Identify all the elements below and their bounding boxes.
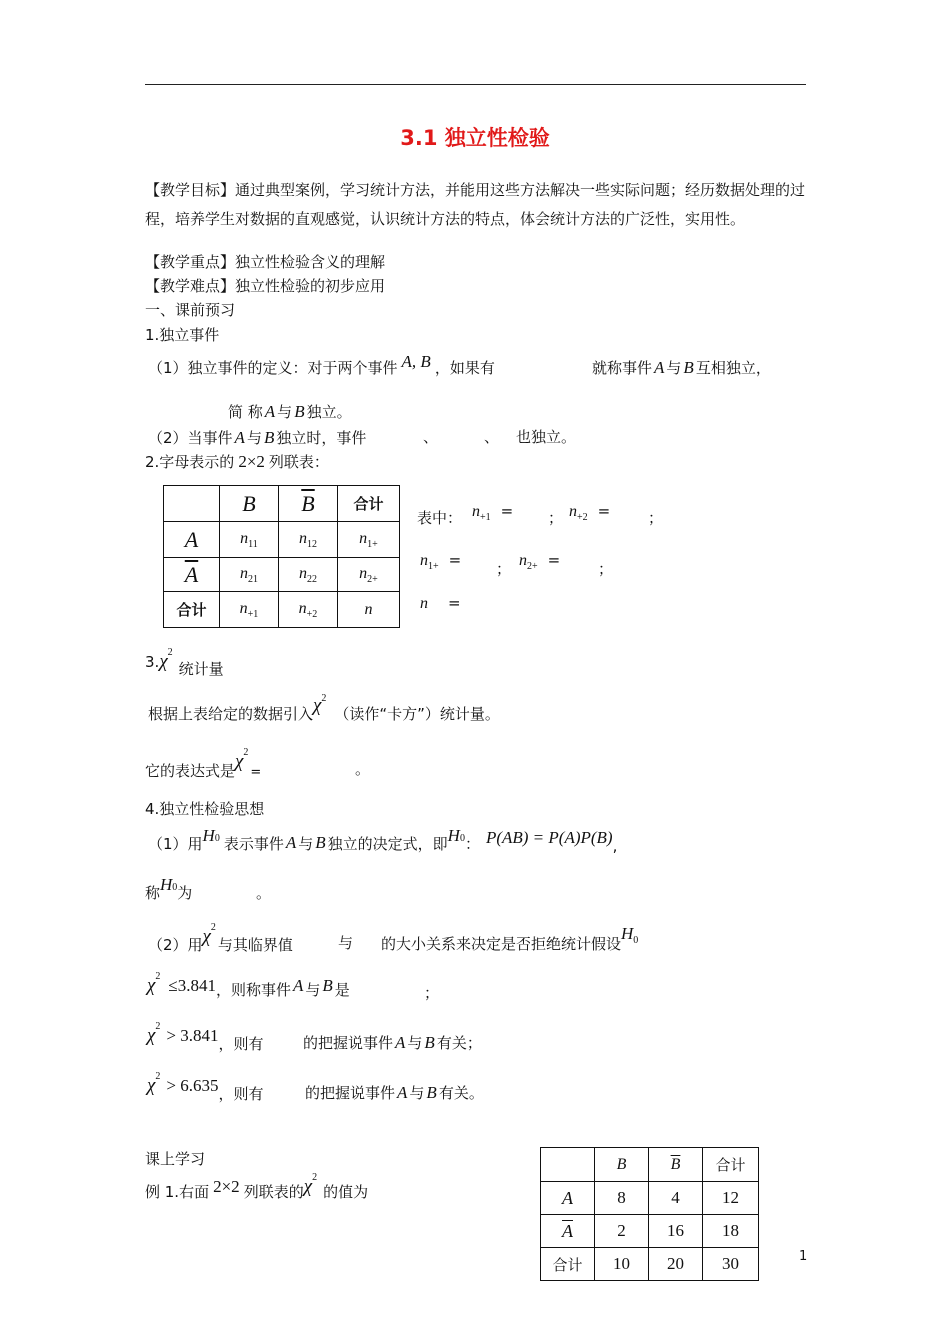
col-header-b: B xyxy=(616,1156,627,1173)
note-n-2plus: $n_{2+}$ = xyxy=(519,551,561,572)
independent-complement-line: （2）当事件 A 与 B 独立时，事件 xyxy=(148,428,367,447)
note-n-plus2: $n_{+2}$ = xyxy=(569,502,611,523)
row-header-a: A xyxy=(562,1187,573,1208)
sep-2: 、 xyxy=(484,428,500,446)
table-row: $\overline{A}$ $n_{21}$ $n_{22}$ $n_{2+}$ xyxy=(164,558,400,592)
table-row: 合计 10 20 30 xyxy=(541,1248,759,1281)
tail-text: 也独立。 xyxy=(516,428,577,446)
note-n-plus1: $n_{+1}$ = xyxy=(472,502,514,523)
definition-short: 简 称 A 与 B 独立。 xyxy=(228,402,352,421)
table-corner xyxy=(164,486,220,522)
section-preview: 一、课前预习 xyxy=(145,301,236,319)
condition-2-tail: 的把握说事件 A 与 B 有关； xyxy=(303,1033,482,1052)
table-notes-label: 表中： xyxy=(417,509,463,527)
page-number: 1 xyxy=(799,1249,808,1264)
note-n-1plus: $n_{1+}$ = xyxy=(420,551,462,572)
note-n-total: n = xyxy=(420,594,461,612)
col-header-total: 合计 xyxy=(353,495,384,513)
item-test-idea: 4.独立性检验思想 xyxy=(145,800,265,818)
item-independent-events: 1.独立事件 xyxy=(145,326,220,344)
col-header-total: 合计 xyxy=(715,1156,746,1174)
condition-3: $\chi^2 > 6.635$，则有 xyxy=(147,1071,264,1103)
semi: ； xyxy=(648,509,664,527)
col-header-not-b: $\overline{B}$ xyxy=(301,490,315,516)
contingency-table-symbolic xyxy=(163,485,400,628)
table-row: A 8 4 12 xyxy=(541,1182,759,1215)
semi: ； xyxy=(548,509,564,527)
semi: ； xyxy=(598,560,614,578)
h0-definition: （1）用$H_0$ 表示事件 A 与 B 独立的决定式，即$H_0$： P(AB) = P(A)P(B), xyxy=(148,826,618,855)
table-row: 合计 $n_{+1}$ $n_{+2}$ n xyxy=(164,592,400,628)
condition-3-tail: 的把握说事件 A 与 B 有关。 xyxy=(305,1083,484,1102)
definition-line: （1）独立事件的定义：对于两个事件 A, B ，如果有 xyxy=(148,352,495,377)
row-header-not-a: $\overline{A}$ xyxy=(562,1220,573,1241)
semi: ； xyxy=(424,984,440,1002)
row-header-total: 合计 xyxy=(541,1248,595,1281)
row-header-a: A xyxy=(184,526,199,552)
class-learning-heading: 课上学习 xyxy=(145,1150,206,1168)
table-corner xyxy=(541,1148,595,1182)
teaching-difficulty: 【教学难点】独立性检验的初步应用 xyxy=(145,277,386,295)
row-header-total: 合计 xyxy=(176,601,207,619)
table-row: A $n_{11}$ $n_{12}$ $n_{1+}$ xyxy=(164,522,400,558)
condition-2: $\chi^2 > 3.841$，则有 xyxy=(147,1021,264,1053)
col-header-b: B xyxy=(242,490,256,516)
critical-decision: 的大小关系来决定是否拒绝统计假设$H_0$ xyxy=(381,924,639,953)
teaching-goal: 【教学目标】通过典型案例，学习统计方法，并能用这些方法解决一些实际问题；经历数据处理的过程，培养学生对数据的直观感觉，认识统计方法的特点，体会统计方法的广泛性，实用性。 xyxy=(145,181,806,228)
header-rule xyxy=(145,84,806,85)
teaching-key-point: 【教学重点】独立性检验含义的理解 xyxy=(145,253,386,271)
chi-square-expression: 它的表达式是$\chi^2=$ xyxy=(145,747,262,780)
row-header-not-a: $\overline{A}$ xyxy=(184,561,199,587)
page-title: 3.1 独立性检验 xyxy=(400,126,550,150)
period: 。 xyxy=(256,884,272,902)
example-1: 例 1.右面 2×2 列联表的$\chi^2$的值为 xyxy=(145,1172,369,1201)
h0-called: 称$H_0$为 xyxy=(145,875,193,902)
semi: ； xyxy=(496,560,512,578)
chi-square-critical: （2）用$\chi^2$与其临界值 xyxy=(148,922,293,954)
sep-1: 、 xyxy=(423,428,439,446)
contingency-table-example xyxy=(540,1147,759,1281)
period: 。 xyxy=(355,760,371,778)
table-row: $\overline{A}$ 2 16 18 xyxy=(541,1215,759,1248)
item-contingency-table: 2.字母表示的 2×2 列联表： xyxy=(145,452,329,471)
definition-line-end: 就称事件 A 与 B 互相独立， xyxy=(592,358,771,377)
word-yu: 与 xyxy=(338,934,354,952)
col-header-not-b: $\overline{B}$ xyxy=(670,1156,681,1173)
chi-square-intro: 根据上表给定的数据引入$\chi^2$（读作“卡方”）统计量。 xyxy=(148,693,500,723)
condition-1: $\chi^2 \le 3.841$，则称事件 A 与 B 是 xyxy=(147,971,350,999)
item-chi-square: $3.\chi^2$统计量 xyxy=(145,647,224,678)
